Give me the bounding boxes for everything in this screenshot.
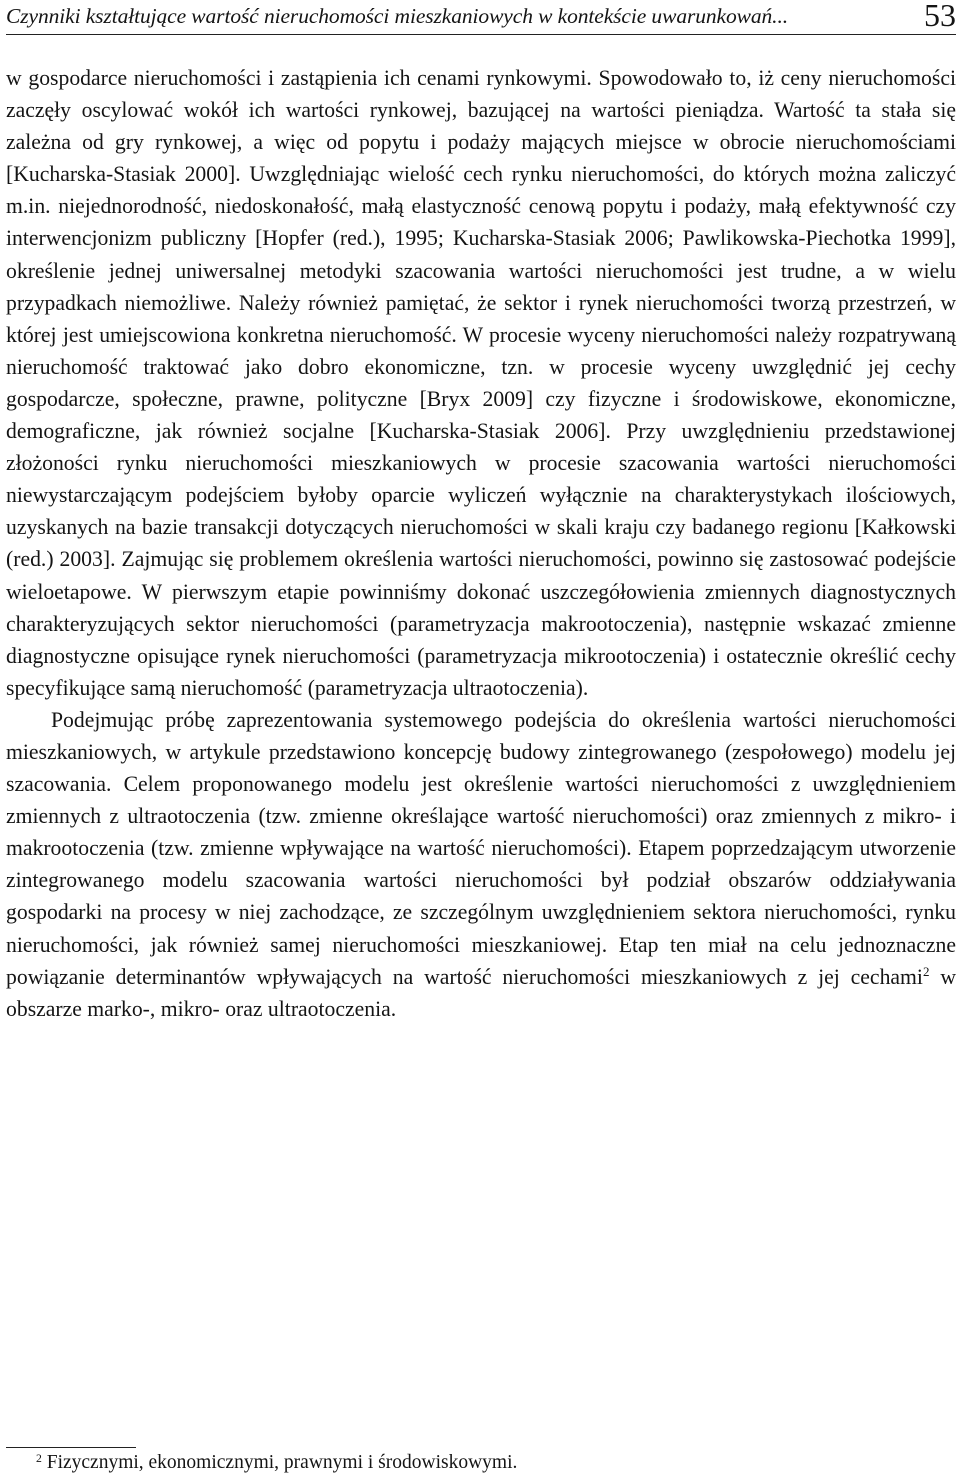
body-text: [6, 62, 956, 1025]
paragraph: [6, 62, 956, 704]
footnote: [36, 1452, 517, 1474]
footnote-text: Fizycznymi, ekonomicznymi, prawnymi i środowiskowymi.: [41, 1452, 518, 1473]
paragraph-text-continued: w obszarze marko-, mikro- oraz ultraotoczenia.: [6, 964, 956, 1021]
paragraph-text: Podejmując próbę zaprezentowania systemowego podejścia do określenia wartości nieruchomości mieszkaniowych, w artykule przedstawiono koncepcję budowy zintegrowanego (zespołowego) modelu jej szacowania. Celem proponowanego modelu jest określenie wartości nieruchomości z uwzględnieniem zmiennych z ultraotoczenia (tzw. zmienne określające wartość nieruchomości) oraz zmiennych z mikro- i makrootoczenia (tzw. zmienne wpływające na wartość nieruchomości). Etapem poprzedzającym utworzenie zintegrowanego modelu szacowania wartości nieruchomości był podział obszarów oddziaływania gospodarki na procesy w niej zachodzące, ze szczególnym uwzględnieniem sektora nieruchomości, rynku nieruchomości, jak również samej nieruchomości mieszkaniowej. Etap ten miał na celu jednoznaczne powiązanie determinantów wpływających na wartość nieruchomości mieszkaniowych z jej cechami: [6, 707, 956, 989]
footnote-reference[interactable]: 2: [922, 964, 930, 980]
footnote-marker: 2: [36, 1451, 42, 1465]
running-header-title: Czynniki kształtujące wartość nieruchomości mieszkaniowych w kontekście uwarunkowań...: [6, 4, 788, 28]
running-header: [6, 0, 956, 35]
page-number: 53: [924, 0, 956, 33]
footnote-separator: [6, 1447, 136, 1448]
paragraph: [6, 704, 956, 1025]
paragraph-text: w gospodarce nieruchomości i zastąpienia ich cenami rynkowymi. Spowodowało to, iż ceny nieruchomości zaczęły oscylować wokół ich wartości rynkowej, bazującej na wartości pieniądza. Wartość ta stała się zależna od gry rynkowej, a więc od popytu i podaży mających miejsce w obrocie nieruchomościami [Kucharska-Stasiak 2000]. Uwzględniając wielość cech rynku nieruchomości, do których można zaliczyć m.in. niejednorodność, niedoskonałość, małą elastyczność cenową popytu i podaży, małą efektywność czy interwencjonizm publiczny [Hopfer (red.), 1995; Kucharska-Stasiak 2006; Pawlikowska-Piechotka 1999], określenie jednej uniwersalnej metodyki szacowania wartości nieruchomości jest trudne, a w wielu przypadkach niemożliwe. Należy również pamiętać, że sektor i rynek nieruchomości tworzą przestrzeń, w której jest umiejscowiona konkretna nieruchomość. W procesie wyceny nieruchomości należy rozpatrywaną nieruchomość traktować jako dobro ekonomiczne, tzn. w procesie wyceny uwzględnić jej cechy gospodarcze, społeczne, prawne, polityczne [Bryx 2009] czy fizyczne i środowiskowe, ekonomiczne, demograficzne, jak również socjalne [Kucharska-Stasiak 2006]. Przy uwzględnieniu przedstawionej złożoności rynku nieruchomości mieszkaniowych w procesie szacowania wartości nieruchomości niewystarczającym podejściem byłoby oparcie wyliczeń wyłącznie na charakterystykach ilościowych, uzyskanych na bazie transakcji dotyczących nieruchomości w skali kraju czy badanego regionu [Kałkowski (red.) 2003]. Zajmując się problemem określenia wartości nieruchomości, powinno się zastosować podejście wieloetapowe. W pierwszym etapie powinniśmy dokonać uszczegółowienia zmiennych diagnostycznych charakteryzujących sektor nieruchomości (parametryzacja makrootoczenia), następnie wskazać zmienne diagnostyczne opisujące rynek nieruchomości (parametryzacja mikrootoczenia) i ostatecznie określić cechy specyfikujące samą nieruchomość (parametryzacja ultraotoczenia).: [6, 66, 956, 700]
